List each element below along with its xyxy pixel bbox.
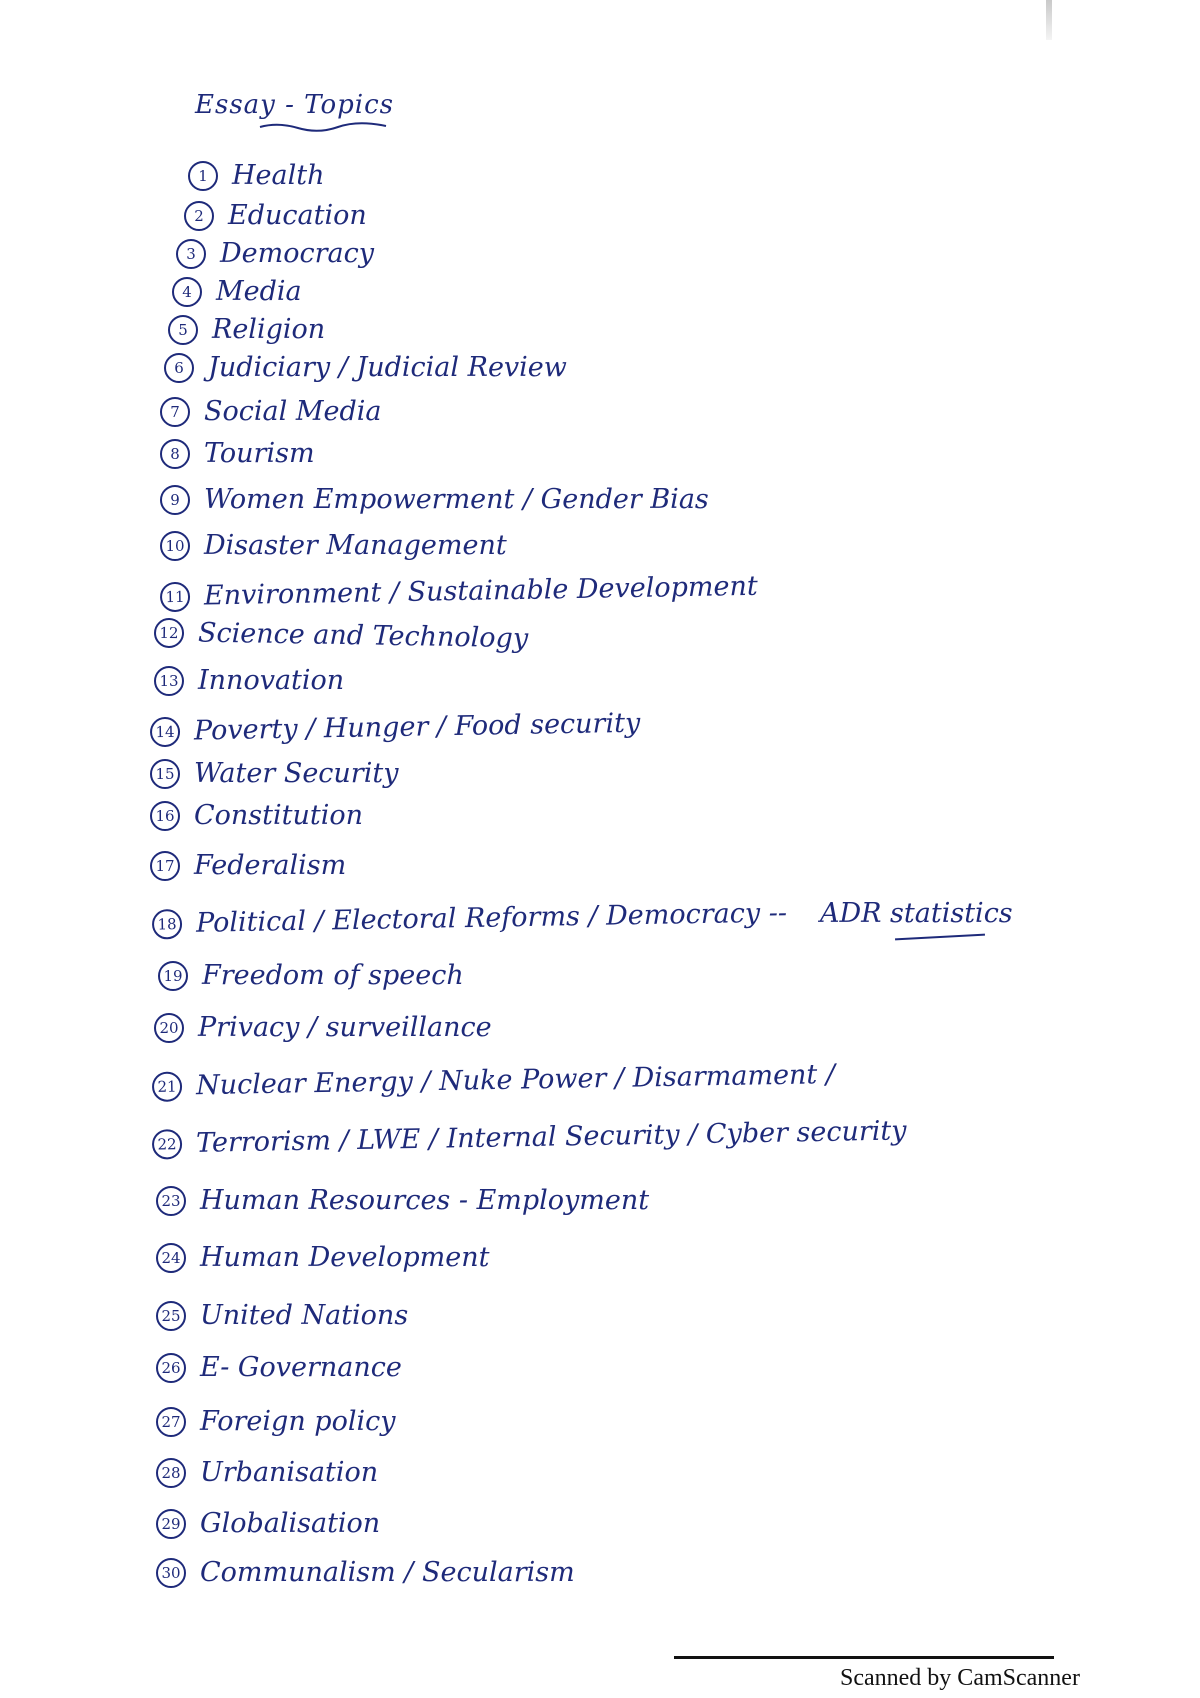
topic-item (154, 617, 529, 655)
page-title: Essay - Topics (195, 90, 395, 120)
topic-item (160, 484, 709, 515)
topic-number: 13 (154, 666, 184, 696)
topic-item (150, 708, 641, 748)
topic-item (158, 960, 464, 991)
topic-item (156, 1242, 489, 1273)
topic-number: 5 (168, 315, 198, 345)
topic-label: Social Media (204, 396, 382, 427)
topic-item (150, 850, 346, 881)
topic-label: Constitution (194, 800, 364, 831)
topic-item (156, 1557, 575, 1588)
topic-number: 24 (156, 1243, 186, 1273)
topic-label: Federalism (194, 850, 347, 881)
topic-item (156, 1300, 408, 1331)
topic-label: Human Resources - Employment (200, 1185, 650, 1216)
title-underline-squiggle (258, 120, 388, 134)
topic-number: 6 (164, 353, 194, 383)
topic-number: 22 (152, 1129, 183, 1160)
topic-label: Human Development (200, 1242, 490, 1273)
topic-item (156, 1406, 395, 1437)
topic-label: Judiciary / Judicial Review (208, 352, 567, 383)
topic-label: Urbanisation (200, 1457, 379, 1488)
topic-label: Science and Technology (197, 617, 529, 655)
topic-number: 17 (150, 851, 180, 881)
topic-number: 23 (156, 1186, 186, 1216)
topic-number: 14 (150, 716, 181, 747)
topic-number: 21 (152, 1071, 183, 1102)
topic-number: 9 (160, 485, 190, 515)
topic-number: 19 (158, 961, 188, 991)
topic-number: 3 (176, 239, 206, 269)
topic-label: Terrorism / LWE / Internal Security / Cyber security (195, 1115, 907, 1159)
topic-label: Water Security (194, 758, 399, 789)
topic-item (164, 352, 567, 383)
topic-item (150, 800, 363, 831)
topic-number: 28 (156, 1458, 186, 1488)
topic-number: 7 (160, 397, 190, 427)
topic-label: Education (228, 200, 367, 231)
topic-item (172, 276, 302, 307)
topic-number: 29 (156, 1509, 186, 1539)
topic-item (156, 1508, 380, 1539)
topic-number: 18 (152, 909, 183, 940)
topic-number: 26 (156, 1353, 186, 1383)
topic-label: Political / Electoral Reforms / Democracy -- (195, 897, 788, 939)
topic-label: Communalism / Secularism (200, 1557, 575, 1588)
page-edge-shadow (1046, 0, 1052, 40)
topic-number: 30 (156, 1558, 186, 1588)
bottom-rule (674, 1656, 1054, 1659)
topic-label: Privacy / surveillance (198, 1012, 492, 1043)
topic-item (160, 571, 758, 612)
topic-item (156, 1457, 378, 1488)
topic-item (154, 1012, 492, 1043)
topic-item (156, 1185, 649, 1216)
topic-item (150, 758, 398, 789)
topic-number: 2 (184, 201, 214, 231)
topic-label: Media (216, 276, 302, 307)
topic-label: United Nations (200, 1300, 409, 1331)
topic-number: 11 (160, 581, 191, 612)
topic-label: E- Governance (200, 1352, 402, 1383)
topic-item (152, 897, 787, 939)
side-note-adr-statistics: ADR statistics (820, 898, 1013, 929)
topic-item (160, 438, 315, 469)
topic-item (184, 200, 367, 231)
topic-number: 8 (160, 439, 190, 469)
scanner-watermark: Scanned by CamScanner (840, 1665, 1080, 1691)
topic-label: Religion (212, 314, 326, 345)
topic-label: Innovation (198, 665, 345, 696)
topic-number: 15 (150, 759, 180, 789)
topic-label: Disaster Management (204, 530, 507, 561)
topic-number: 25 (156, 1301, 186, 1331)
topic-number: 16 (150, 801, 180, 831)
topic-item (160, 396, 381, 427)
topic-item (152, 1115, 907, 1159)
topic-item (160, 530, 507, 561)
topic-item (152, 1059, 835, 1102)
topic-number: 12 (154, 617, 185, 648)
topic-item (168, 314, 325, 345)
topic-label: Tourism (204, 438, 315, 469)
topic-label: Democracy (220, 238, 374, 269)
topic-number: 10 (160, 531, 190, 561)
topic-label: Women Empowerment / Gender Bias (204, 484, 709, 515)
topic-item (176, 238, 374, 269)
topic-number: 1 (188, 161, 218, 191)
topic-number: 4 (172, 277, 202, 307)
topic-item (156, 1352, 402, 1383)
topic-item (188, 160, 325, 191)
topic-number: 27 (156, 1407, 186, 1437)
topic-label: Foreign policy (200, 1406, 396, 1437)
topic-label: Environment / Sustainable Development (203, 570, 758, 612)
topic-label: Globalisation (200, 1508, 381, 1539)
topic-number: 20 (154, 1013, 184, 1043)
topic-label: Poverty / Hunger / Food security (193, 707, 641, 747)
topic-item (154, 665, 344, 696)
topic-label: Health (232, 160, 325, 191)
topic-label: Nuclear Energy / Nuke Power / Disarmament / (195, 1059, 836, 1102)
side-note-underline (895, 934, 985, 941)
topic-label: Freedom of speech (202, 960, 464, 991)
